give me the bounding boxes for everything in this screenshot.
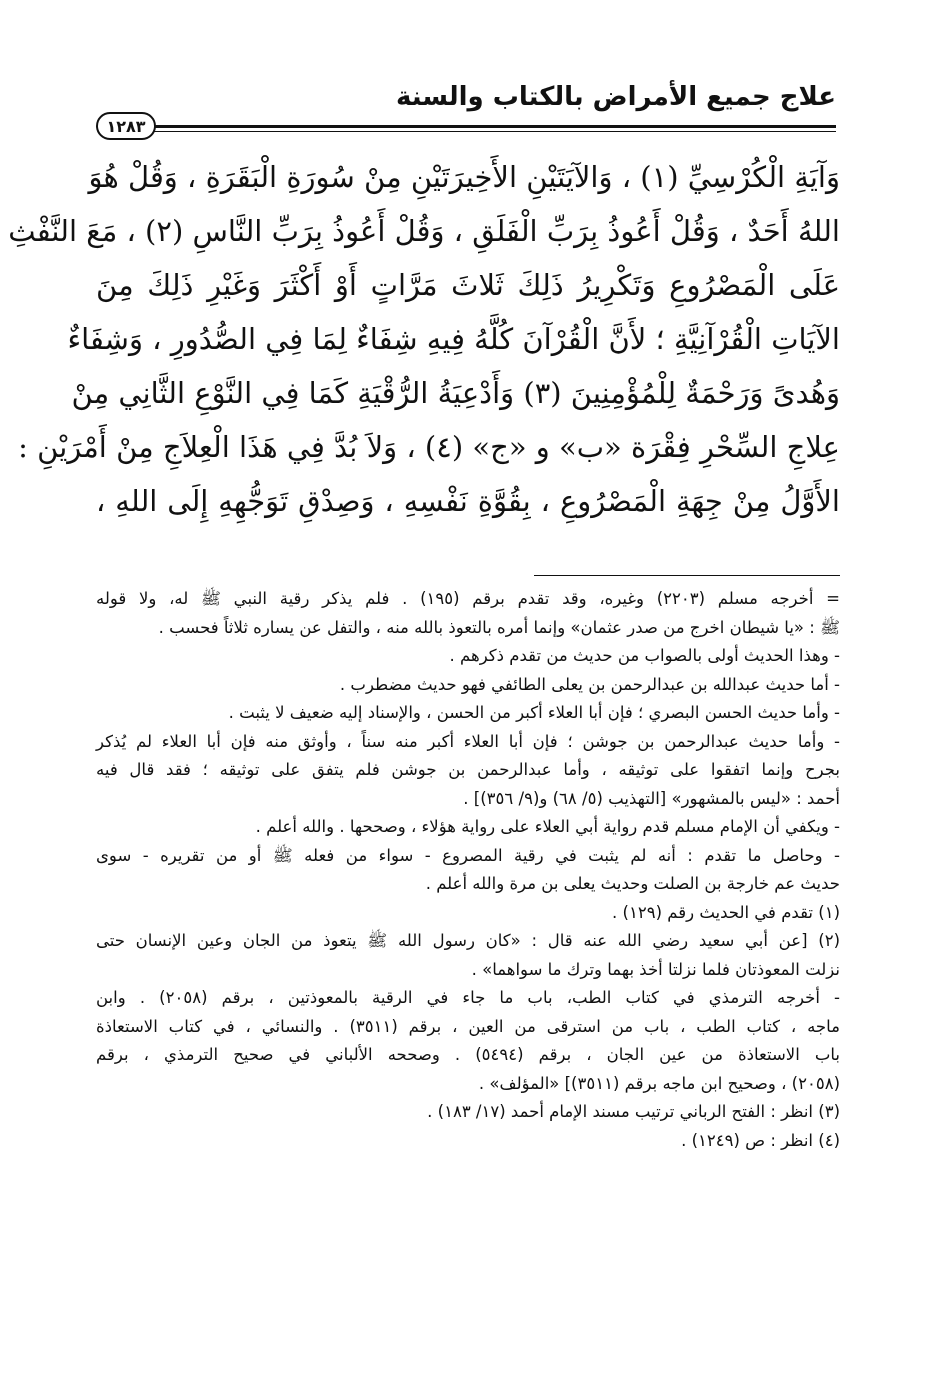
header-title: علاج جميع الأمراض بالكتاب والسنة (395, 82, 836, 112)
footnote-line: - وحاصل ما تقدم : أنه لم يثبت في رقية المصروع - سواء من فعله ﷺ أو من تقريره - سوى (96, 845, 840, 865)
footnote-line: (٢) [عن أبي سعيد رضي الله عنه قال : «كان رسول الله ﷺ يتعوذ من الجان وعين الإنسان حتى (96, 931, 840, 950)
footnote-line: (٣) انظر : الفتح الرباني ترتيب مسند الإمام أحمد (١٧/ ١٨٣) . (427, 1102, 840, 1121)
main-text-line: الأَوَّلُ مِنْ جِهَةِ الْمَصْرُوعِ ، بِقُوَّةِ نَفْسِهِ ، وَصِدْقِ تَوَجُّهِهِ إِلَى اللهِ ، (96, 484, 840, 518)
main-text-line: الآيَاتِ الْقُرْآنِيَّةِ ؛ لأَنَّ الْقُرْآنَ كُلَّهُ فِيهِ شِفَاءٌ لِمَا فِي الصُّدُورِ ، وَشِفَاءٌ (67, 322, 840, 356)
main-text-line: اللهُ أَحَدٌ ، وَقُلْ أَعُوذُ بِرَبِّ الْفَلَقِ ، وَقُلْ أَعُوذُ بِرَبِّ النَّاسِ (٢) ، مَعَ النَّفْثِ (8, 214, 840, 248)
footnote-line: - أما حديث عبدالله بن عبدالرحمن بن يعلى الطائفي فهو حديث مضطرب . (339, 674, 840, 694)
main-text-line: وَآيَةِ الْكُرْسِيِّ (١) ، وَالآيَتَيْنِ الأَخِيرَتَيْنِ مِنْ سُورَةِ الْبَقَرَةِ ، وَقُلْ هُوَ (88, 160, 840, 194)
footnote-line: ماجه ، كتاب الطب ، باب من استرقى من العين ، برقم (٣٥١١) . والنسائي ، في كتاب الاستعاذة (96, 1016, 840, 1036)
footnote-line: - وأما حديث الحسن البصري ؛ فإن أبا العلاء أكبر من الحسن ، والإسناد إليه ضعيف لا يثبت . (228, 703, 840, 722)
running-header (96, 82, 836, 140)
footnote-line: نزلت المعوذتان فلما نزلتا أخذ بهما وترك ما سواهما» . (471, 959, 840, 979)
footnote-line: - أخرجه الترمذي في كتاب الطب، باب ما جاء في الرقية بالمعوذتين ، برقم (٢٠٥٨) . وابن (96, 988, 840, 1007)
footnote-line: (٤) انظر : ص (١٢٤٩) . (681, 1130, 840, 1150)
footnote-line: (١) تقدم في الحديث رقم (١٢٩) . (612, 902, 840, 922)
main-text-line: عَلَى الْمَصْرُوعِ وَتَكْرِيرُ ذَلِكَ ثَلاثَ مَرَّاتٍ أَوْ أَكْثَرَ وَغَيْرِ ذَلِكَ مِنَ (96, 268, 840, 302)
main-text-body (8, 150, 840, 528)
main-text-line: عِلاجِ السِّحْرِ فِقْرَة «ب» و «ج» (٤) ، وَلاَ بُدَّ فِي هَذَا الْعِلاَجِ مِنْ أَمْرَيْنِ : (18, 430, 840, 464)
footnote-line: بجرح وإنما اتفقوا على توثيقه ، وأما عبدالرحمن بن جوشن فلم يتفق على توثيقه ؛ فقد قال فيه (96, 760, 840, 779)
page-number: ١٢٨٣ (96, 112, 156, 140)
footnotes-section (96, 585, 840, 1155)
footnote-line: - ويكفي أن الإمام مسلم قدم رواية أبي العلاء على رواية هؤلاء ، وصححها . والله أعلم . (255, 817, 840, 836)
footnote-line: ﷺ : «يا شيطان اخرج من صدر عثمان» وإنما أمره بالتعوذ بالله منه ، والتفل عن يساره ثلاثاً فحسب . (158, 617, 840, 637)
footnote-line: - وأما حديث عبدالرحمن بن جوشن ؛ فإن أبا العلاء أكبر منه سناً ، وأوثق منه فإن أبا العلاء لم يُذكر (96, 731, 840, 751)
footnote-line: (٢٠٥٨) ، وصحيح ابن ماجه برقم (٣٥١١)] «المؤلف» . (478, 1073, 840, 1093)
footnote-line: حديث عم خارجة بن الصلت وحديث يعلى بن مرة والله أعلم . (425, 874, 840, 893)
footnote-line: = أخرجه مسلم (٢٢٠٣) وغيره، وقد تقدم برقم (١٩٥) . فلم يذكر رقية النبي ﷺ له، ولا قوله (96, 589, 840, 608)
header-rule (154, 125, 836, 128)
header-rule-thin (154, 131, 836, 132)
footnote-line: باب الاستعاذة من عين الجان ، برقم (٥٤٩٤) . وصححه الألباني في صحيح الترمذي ، برقم (96, 1045, 840, 1064)
footnote-line: أحمد : «ليس بالمشهور» [التهذيب (٥/ ٦٨) و(٩/ ٣٥٦)] . (463, 788, 840, 808)
main-text-line: وَهُدىً وَرَحْمَةٌ لِلْمُؤْمِنِينَ (٣) وَأَدْعِيَةُ الرُّقْيَةِ كَمَا فِي النَّوْعِ الثَّانِي مِنْ (71, 376, 840, 410)
footnote-separator (534, 575, 840, 576)
footnote-line: - وهذا الحديث أولى بالصواب من حديث من تقدم ذكرهم . (449, 646, 840, 665)
